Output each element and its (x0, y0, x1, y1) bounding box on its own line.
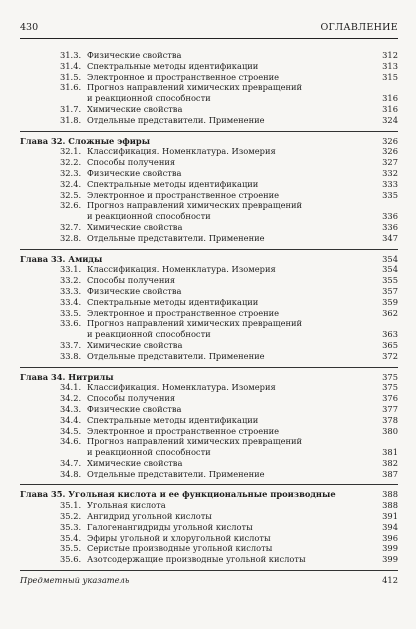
entry-title: Электронное и пространственное строение (87, 425, 280, 436)
entry-page-number: 394 (382, 521, 398, 532)
entry-title: Прогноз направлений химических превращений (87, 318, 303, 329)
entry-title: Способы получения (87, 393, 176, 404)
toc-entry (20, 404, 398, 415)
entry-label (60, 157, 175, 168)
entry-label (87, 93, 211, 104)
entry-label (60, 190, 279, 201)
entry-title: Химические свойства (87, 457, 183, 468)
entry-page-number: 382 (382, 457, 398, 468)
section-number: 34.1. (60, 382, 82, 393)
toc-entry (20, 500, 398, 511)
toc-entry (20, 157, 398, 168)
entry-title: Спектральные методы идентификации (87, 414, 259, 425)
table-of-contents (20, 50, 398, 586)
entry-page-number: 375 (382, 371, 398, 382)
entry-title: Отдельные представители. Применение (87, 114, 265, 125)
section-number: 31.8. (60, 114, 82, 125)
toc-entry (20, 104, 398, 115)
entry-title: Спектральные методы идентификации (87, 296, 259, 307)
entry-page-number: 399 (382, 554, 398, 565)
entry-page-number: 359 (382, 296, 398, 307)
section-divider (20, 131, 398, 132)
entry-title: Прогноз направлений химических превращений (87, 82, 303, 93)
section-number: 32.5. (60, 189, 82, 200)
section-number: 33.2. (60, 275, 82, 286)
entry-label (60, 404, 181, 415)
section-number: 35.5. (60, 543, 82, 554)
toc-entry (20, 211, 398, 222)
toc-index-entry (20, 575, 398, 586)
section-number: 35.6. (60, 554, 82, 565)
toc-entry (20, 190, 398, 201)
entry-label (60, 469, 265, 480)
section-number: 32.7. (60, 221, 82, 232)
entry-page-number: 336 (382, 211, 398, 222)
entry-page-number: 332 (382, 167, 398, 178)
entry-label (20, 575, 129, 586)
entry-page-number: 313 (382, 60, 398, 71)
entry-page-number: 316 (382, 93, 398, 104)
entry-page-number: 388 (382, 500, 398, 511)
section-number: 33.1. (60, 264, 82, 275)
toc-entry (20, 522, 398, 533)
section-number: 32.1. (60, 146, 82, 157)
toc-entry (20, 382, 398, 393)
entry-label (60, 382, 276, 393)
entry-label (60, 233, 265, 244)
entry-label (20, 136, 150, 147)
section-number: 34.8. (60, 468, 82, 479)
entry-title: Электронное и пространственное строение (87, 307, 280, 318)
entry-page-number: 315 (382, 71, 398, 82)
entry-title: Химические свойства (87, 221, 183, 232)
toc-entry (20, 469, 398, 480)
entry-page-number: 357 (382, 285, 398, 296)
entry-label (60, 222, 182, 233)
entry-title: Прогноз направлений химических превращений (87, 200, 303, 211)
toc-entry (20, 458, 398, 469)
entry-title: Глава 33. Амиды (20, 253, 103, 264)
section-number: 34.4. (60, 414, 82, 425)
section-number: 34.7. (60, 457, 82, 468)
entry-page-number: 372 (382, 350, 398, 361)
entry-label (60, 511, 212, 522)
section-number: 33.5. (60, 307, 82, 318)
toc-entry (20, 72, 398, 83)
entry-page-number: 354 (382, 253, 398, 264)
entry-title: Эфиры угольной и хлоругольной кислоты (87, 532, 271, 543)
entry-title: Глава 34. Нитрилы (20, 371, 114, 382)
entry-title: Классификация. Номенклатура. Изомерия (87, 146, 276, 157)
entry-label (87, 329, 211, 340)
section-number: 35.4. (60, 532, 82, 543)
entry-label (60, 318, 302, 329)
entry-label (60, 533, 271, 544)
entry-label (60, 200, 302, 211)
entry-title: и реакционной способности (87, 447, 211, 458)
entry-page-number: 391 (382, 511, 398, 522)
entry-title: Классификация. Номенклатура. Изомерия (87, 382, 276, 393)
section-number: 32.2. (60, 157, 82, 168)
entry-title: Электронное и пространственное строение (87, 189, 280, 200)
entry-title: Химические свойства (87, 103, 183, 114)
entry-title: и реакционной способности (87, 93, 211, 104)
section-number: 34.5. (60, 425, 82, 436)
section-number: 35.2. (60, 511, 82, 522)
entry-label (60, 393, 175, 404)
entry-page-number: 376 (382, 393, 398, 404)
entry-label (20, 372, 114, 383)
toc-entry (20, 415, 398, 426)
section-number: 33.7. (60, 339, 82, 350)
entry-label (60, 275, 175, 286)
entry-label (87, 211, 211, 222)
toc-entry (20, 297, 398, 308)
entry-page-number: 327 (382, 157, 398, 168)
toc-chapter-entry (20, 254, 398, 265)
entry-page-number: 347 (382, 232, 398, 243)
toc-entry (20, 82, 398, 93)
entry-label (60, 340, 182, 351)
entry-title: Физические свойства (87, 167, 182, 178)
entry-page-number: 312 (382, 50, 398, 60)
entry-label (87, 447, 211, 458)
entry-label (60, 82, 302, 93)
entry-label (60, 500, 166, 511)
entry-title: Способы получения (87, 275, 176, 286)
toc-entry (20, 50, 398, 61)
toc-entry (20, 426, 398, 437)
entry-page-number: 396 (382, 532, 398, 543)
entry-label (60, 104, 182, 115)
toc-entry (20, 61, 398, 72)
section-number: 35.3. (60, 521, 82, 532)
section-number: 31.4. (60, 60, 82, 71)
toc-chapter-entry (20, 489, 398, 500)
entry-page-number: 380 (382, 425, 398, 436)
entry-page-number: 381 (382, 447, 398, 458)
section-number: 34.6. (60, 436, 82, 447)
toc-entry (20, 393, 398, 404)
section-number: 31.7. (60, 103, 82, 114)
entry-page-number: 399 (382, 543, 398, 554)
entry-title: Электронное и пространственное строение (87, 71, 280, 82)
entry-title: Глава 32. Сложные эфиры (20, 135, 151, 146)
toc-entry (20, 146, 398, 157)
entry-title: Физические свойства (87, 285, 182, 296)
toc-entry (20, 233, 398, 244)
entry-label (60, 179, 258, 190)
section-number: 34.3. (60, 403, 82, 414)
entry-label (60, 50, 181, 61)
entry-title: Химические свойства (87, 339, 183, 350)
toc-entry (20, 115, 398, 126)
toc-entry (20, 447, 398, 458)
section-number: 35.1. (60, 500, 82, 511)
entry-label (60, 522, 253, 533)
section-number: 34.2. (60, 393, 82, 404)
running-title: ОГЛАВЛЕНИЕ (320, 22, 398, 33)
page-header (20, 18, 398, 39)
toc-entry (20, 511, 398, 522)
entry-label (60, 436, 302, 447)
toc-entry (20, 436, 398, 447)
entry-page-number: 388 (382, 489, 398, 500)
entry-page-number: 365 (382, 339, 398, 350)
entry-title: Галогенангидриды угольной кислоты (87, 521, 253, 532)
toc-entry (20, 340, 398, 351)
entry-label (60, 426, 279, 437)
entry-label (20, 254, 102, 265)
entry-title: Предметный указатель (20, 575, 130, 586)
entry-page-number: 326 (382, 146, 398, 157)
entry-page-number: 335 (382, 189, 398, 200)
section-number: 31.6. (60, 82, 82, 93)
entry-title: Спектральные методы идентификации (87, 178, 259, 189)
entry-page-number: 375 (382, 382, 398, 393)
entry-page-number: 354 (382, 264, 398, 275)
entry-label (60, 115, 265, 126)
entry-title: и реакционной способности (87, 211, 211, 222)
entry-label (60, 351, 265, 362)
entry-title: Классификация. Номенклатура. Изомерия (87, 264, 276, 275)
toc-entry (20, 554, 398, 565)
entry-page-number: 412 (382, 575, 398, 586)
toc-entry (20, 200, 398, 211)
entry-page-number: 336 (382, 221, 398, 232)
section-divider (20, 249, 398, 250)
toc-entry (20, 93, 398, 104)
entry-title: Прогноз направлений химических превращений (87, 436, 303, 447)
entry-page-number: 355 (382, 275, 398, 286)
entry-title: Отдельные представители. Применение (87, 468, 265, 479)
page-number: 430 (20, 22, 39, 33)
entry-page-number: 387 (382, 468, 398, 479)
toc-chapter-entry (20, 136, 398, 147)
entry-label (60, 146, 276, 157)
toc-entry (20, 543, 398, 554)
entry-label (60, 286, 181, 297)
entry-label (60, 264, 276, 275)
entry-label (20, 489, 336, 500)
section-number: 32.3. (60, 167, 82, 178)
toc-entry (20, 286, 398, 297)
toc-chapter-entry (20, 372, 398, 383)
entry-title: Азотсодержащие производные угольной кислоты (87, 554, 306, 565)
section-divider (20, 367, 398, 368)
section-number: 33.6. (60, 318, 82, 329)
entry-label (60, 308, 279, 319)
section-number: 31.3. (60, 50, 82, 60)
section-number: 32.4. (60, 178, 82, 189)
toc-entry (20, 264, 398, 275)
entry-label (60, 543, 272, 554)
section-divider (20, 484, 398, 485)
entry-label (60, 72, 279, 83)
entry-page-number: 362 (382, 307, 398, 318)
toc-entry (20, 275, 398, 286)
section-number: 31.5. (60, 71, 82, 82)
entry-title: Отдельные представители. Применение (87, 232, 265, 243)
entry-title: Ангидрид угольной кислоты (87, 511, 212, 522)
entry-page-number: 378 (382, 414, 398, 425)
section-number: 32.8. (60, 232, 82, 243)
entry-label (60, 458, 182, 469)
entry-label (60, 297, 258, 308)
entry-label (60, 61, 258, 72)
entry-page-number: 324 (382, 114, 398, 125)
entry-page-number: 316 (382, 103, 398, 114)
entry-title: Серистые производные угольной кислоты (87, 543, 273, 554)
entry-title: Физические свойства (87, 50, 182, 60)
section-number: 33.8. (60, 350, 82, 361)
entry-label (60, 415, 258, 426)
entry-page-number: 326 (382, 135, 398, 146)
entry-title: Отдельные представители. Применение (87, 350, 265, 361)
entry-title: Глава 35. Угольная кислота и ее функциональные производные (20, 489, 336, 500)
section-number: 33.4. (60, 296, 82, 307)
section-number: 32.6. (60, 200, 82, 211)
toc-entry (20, 351, 398, 362)
toc-entry (20, 179, 398, 190)
entry-title: Способы получения (87, 157, 176, 168)
section-number: 33.3. (60, 285, 82, 296)
entry-title: Угольная кислота (87, 500, 166, 511)
toc-entry (20, 222, 398, 233)
entry-page-number: 377 (382, 403, 398, 414)
entry-label (60, 168, 181, 179)
toc-entry (20, 308, 398, 319)
entry-title: Спектральные методы идентификации (87, 60, 259, 71)
entry-page-number: 363 (382, 329, 398, 340)
entry-label (60, 554, 306, 565)
toc-entry (20, 329, 398, 340)
toc-entry (20, 533, 398, 544)
section-divider (20, 570, 398, 571)
entry-title: Физические свойства (87, 403, 182, 414)
toc-entry (20, 318, 398, 329)
entry-title: и реакционной способности (87, 329, 211, 340)
entry-page-number: 333 (382, 178, 398, 189)
toc-entry (20, 168, 398, 179)
